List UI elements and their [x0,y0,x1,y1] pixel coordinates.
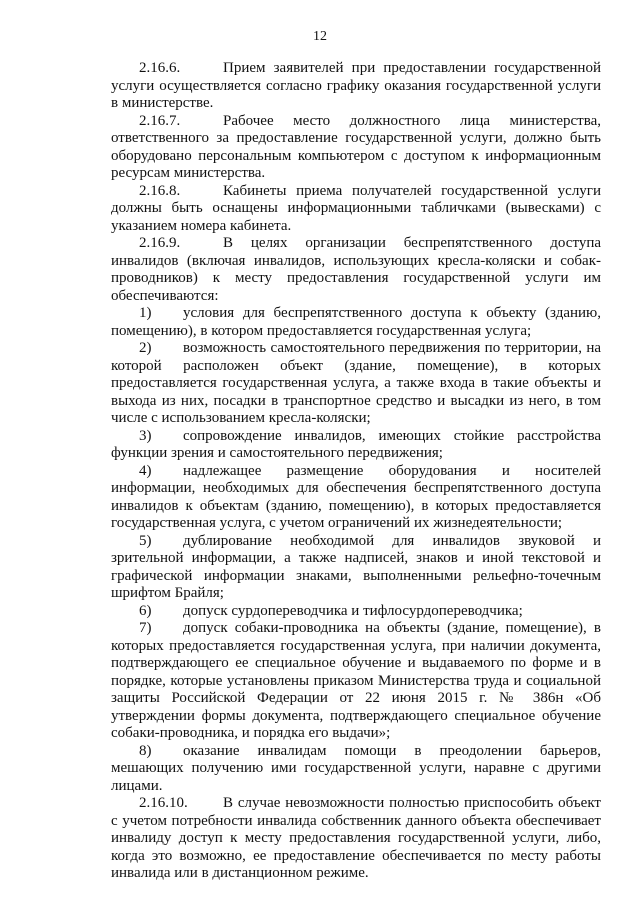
paragraph-2-16-6 [111,60,601,113]
paragraph-text: Кабинеты приема получателей государственной услуги должны быть оснащены информационными табличками (вывесками) с указанием номера кабинета. [111,182,601,234]
paragraph-text: В целях организации беспрепятственного доступа инвалидов (включая инвалидов, использующих кресла-коляски и собак-проводников) к месту предоставления государственной услуги им обеспечиваются: [111,235,601,304]
item-number: 6) [139,602,152,619]
paragraph-2-16-10 [111,795,601,883]
paragraph-text: сопровождение инвалидов, имеющих стойкие расстройства функции зрения и самостоятельного передвижения; [111,427,601,461]
clause-number: 2.16.8. [139,182,181,199]
paragraph-text: дублирование необходимой для инвалидов звуковой и зрительной информации, а также надписей, знаков и иной текстовой и графической информации знаками, выполненными рельефно-точечным шрифтом Брайля; [111,532,601,601]
document-body [111,60,601,883]
paragraph-text: допуск собаки-проводника на объекты (здание, помещение), в которых предоставляется государственная услуга, при наличии документа, подтверждающего ее специальное обучение и выдаваемого по форме и в порядке, которые установлены приказом Министерства труда и социальной защиты Российской Федерации от 22 июня 2015 г. № 386н «Об утверждении формы документа, подтверждающего специальное обучение собаки-проводника, и порядка его выдачи»; [111,620,601,741]
list-item-7 [111,620,601,743]
item-number: 7) [139,620,152,636]
paragraph-text: Рабочее место должностного лица министерства, ответственного за предоставление государственной услуги, должно быть оборудовано персональным компьютером с доступом к информационным ресурсам министерства. [111,112,601,181]
item-number: 3) [139,427,152,444]
list-item-3 [111,428,601,463]
list-item-1 [111,305,601,340]
paragraph-2-16-7 [111,113,601,183]
item-number: 4) [139,462,152,479]
clause-number: 2.16.6. [139,60,181,76]
list-item-4 [111,463,601,533]
paragraph-text: Прием заявителей при предоставлении государственной услуги осуществляется согласно графику оказания государственной услуги в министерстве. [111,60,601,111]
clause-number: 2.16.9. [139,235,181,251]
item-number: 8) [139,742,152,759]
page-number: 12 [313,29,327,44]
paragraph-text: надлежащее размещение оборудования и носителей информации, необходимых для обеспечения беспрепятственного доступа инвалидов к объектам (зданию, помещению), в которых предоставляется государственная услуга, с учетом ограничений их жизнедеятельности; [111,462,601,531]
paragraph-text: оказание инвалидам помощи в преодолении барьеров, мешающих получению ими государственной услуги, наравне с другими лицами. [111,742,601,794]
clause-number: 2.16.10. [139,795,188,811]
list-item-6 [111,603,601,621]
paragraph-text: условия для беспрепятственного доступа к объекту (зданию, помещению), в котором предоставляется государственная услуга; [111,305,601,339]
item-number: 2) [139,340,152,356]
paragraph-2-16-8 [111,183,601,236]
list-item-8 [111,743,601,796]
list-item-2 [111,340,601,428]
item-number: 1) [139,305,152,321]
clause-number: 2.16.7. [139,112,181,129]
list-item-5 [111,533,601,603]
paragraph-2-16-9 [111,235,601,305]
paragraph-text: допуск сурдопереводчика и тифлосурдопереводчика; [183,602,523,619]
paragraph-text: возможность самостоятельного передвижения по территории, на которой расположен объект (здание, помещение), в которых предоставляется государственная услуга, а также входа в такие объекты и выхода из них, посадки в транспортное средство и высадки из него, в том числе с использованием кресла-коляски; [111,340,601,426]
item-number: 5) [139,532,152,549]
paragraph-text: В случае невозможности полностью приспособить объект с учетом потребности инвалида собственник данного объекта обеспечивает инвалиду доступ к месту предоставления государственной услуги, либо, когда это возможно, ее предоставление обеспечивается по месту работы инвалида или в дистанционном режиме. [111,795,601,881]
